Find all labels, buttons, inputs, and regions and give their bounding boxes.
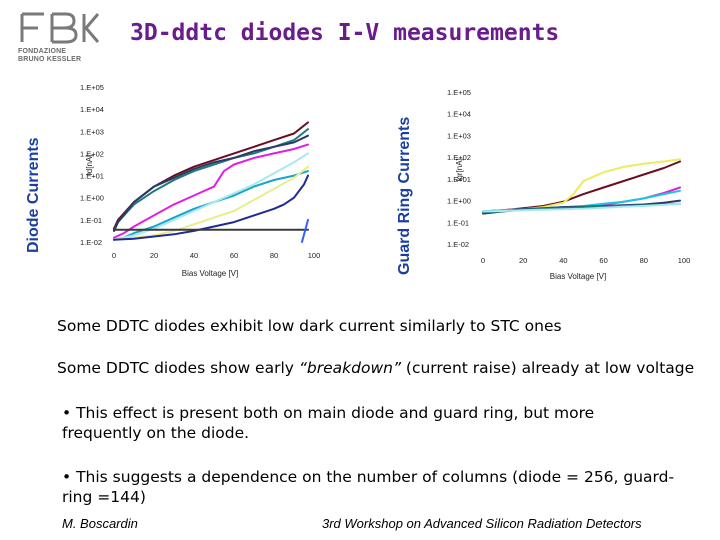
diode-chart [80, 83, 320, 278]
x-tick-label: 100 [677, 256, 691, 265]
x-tick-label: 0 [480, 256, 486, 265]
x-axis-label: Bias Voltage [V] [181, 269, 239, 278]
y-tick-label: 1.E+03 [447, 131, 471, 141]
series-line [114, 136, 308, 231]
x-tick-label: 80 [639, 256, 648, 265]
y-tick-label: 1.E-02 [80, 238, 103, 247]
y-tick-label: 1.E+00 [80, 193, 104, 203]
paragraph-low-dark-current: Some DDTC diodes exhibit low dark current similarly to STC ones [57, 317, 562, 335]
logo-line-2: BRUNO KESSLER [18, 56, 82, 63]
series-line [114, 145, 308, 238]
paragraph-early-breakdown [57, 358, 707, 378]
y-tick-label: 1.E+05 [80, 83, 104, 92]
y-tick-label: 1.E+04 [80, 105, 104, 115]
x-tick-label: 40 [559, 256, 568, 265]
x-tick-label: 60 [229, 251, 239, 260]
y-axis-label: Igr[nA] [455, 158, 464, 182]
x-tick-label: 60 [599, 256, 608, 265]
series-line [302, 220, 308, 242]
footer-author: M. Boscardin [62, 516, 138, 531]
y-tick-label: 1.E-01 [447, 218, 470, 228]
bullet-effect-present: • This effect is present both on main diode and guard ring, but more frequently on the diode. [62, 404, 595, 442]
series-line [114, 129, 308, 231]
y-tick-label: 1.E+01 [447, 174, 471, 184]
y-tick-label: 1.E+02 [80, 149, 104, 159]
y-tick-label: 1.E+02 [447, 153, 471, 163]
p2-post: (current raise) already at low voltage [400, 359, 695, 377]
y-tick-label: 1.E+00 [447, 196, 471, 206]
p2-pre: Some DDTC diodes show early [57, 359, 299, 377]
y-tick-label: 1.E+03 [80, 127, 104, 137]
series-line [114, 122, 308, 228]
page-title: 3D-ddtc diodes I-V measurements [130, 20, 560, 46]
x-tick-label: 40 [189, 251, 199, 260]
footer-event: 3rd Workshop on Advanced Silicon Radiation Detectors [322, 516, 642, 531]
y-tick-label: 1.E-02 [447, 240, 470, 249]
y-tick-label: 1.E+05 [447, 88, 471, 97]
bullet-column-dependence: • This suggests a dependence on the number of columns (diode = 256, guard-ring =144) [62, 468, 675, 506]
p2-emphasis: “breakdown” [298, 359, 401, 377]
y-tick-label: 1.E+01 [80, 171, 104, 181]
y-axis-label: Id[nA] [85, 154, 94, 176]
x-tick-label: 20 [149, 251, 159, 260]
diode-currents-label: Diode Currents [25, 137, 42, 253]
x-tick-label: 0 [111, 251, 117, 260]
x-tick-label: 80 [269, 251, 279, 260]
y-tick-label: 1.E+04 [447, 109, 471, 119]
y-tick-label: 1.E-01 [80, 215, 103, 225]
logo-line-1: FONDAZIONE [18, 48, 67, 55]
x-axis-label: Bias Voltage [V] [549, 272, 607, 281]
guard-ring-chart [447, 88, 690, 281]
x-tick-label: 20 [519, 256, 528, 265]
x-tick-label: 100 [307, 251, 321, 260]
guard-ring-currents-label: Guard Ring Currents [396, 116, 413, 275]
